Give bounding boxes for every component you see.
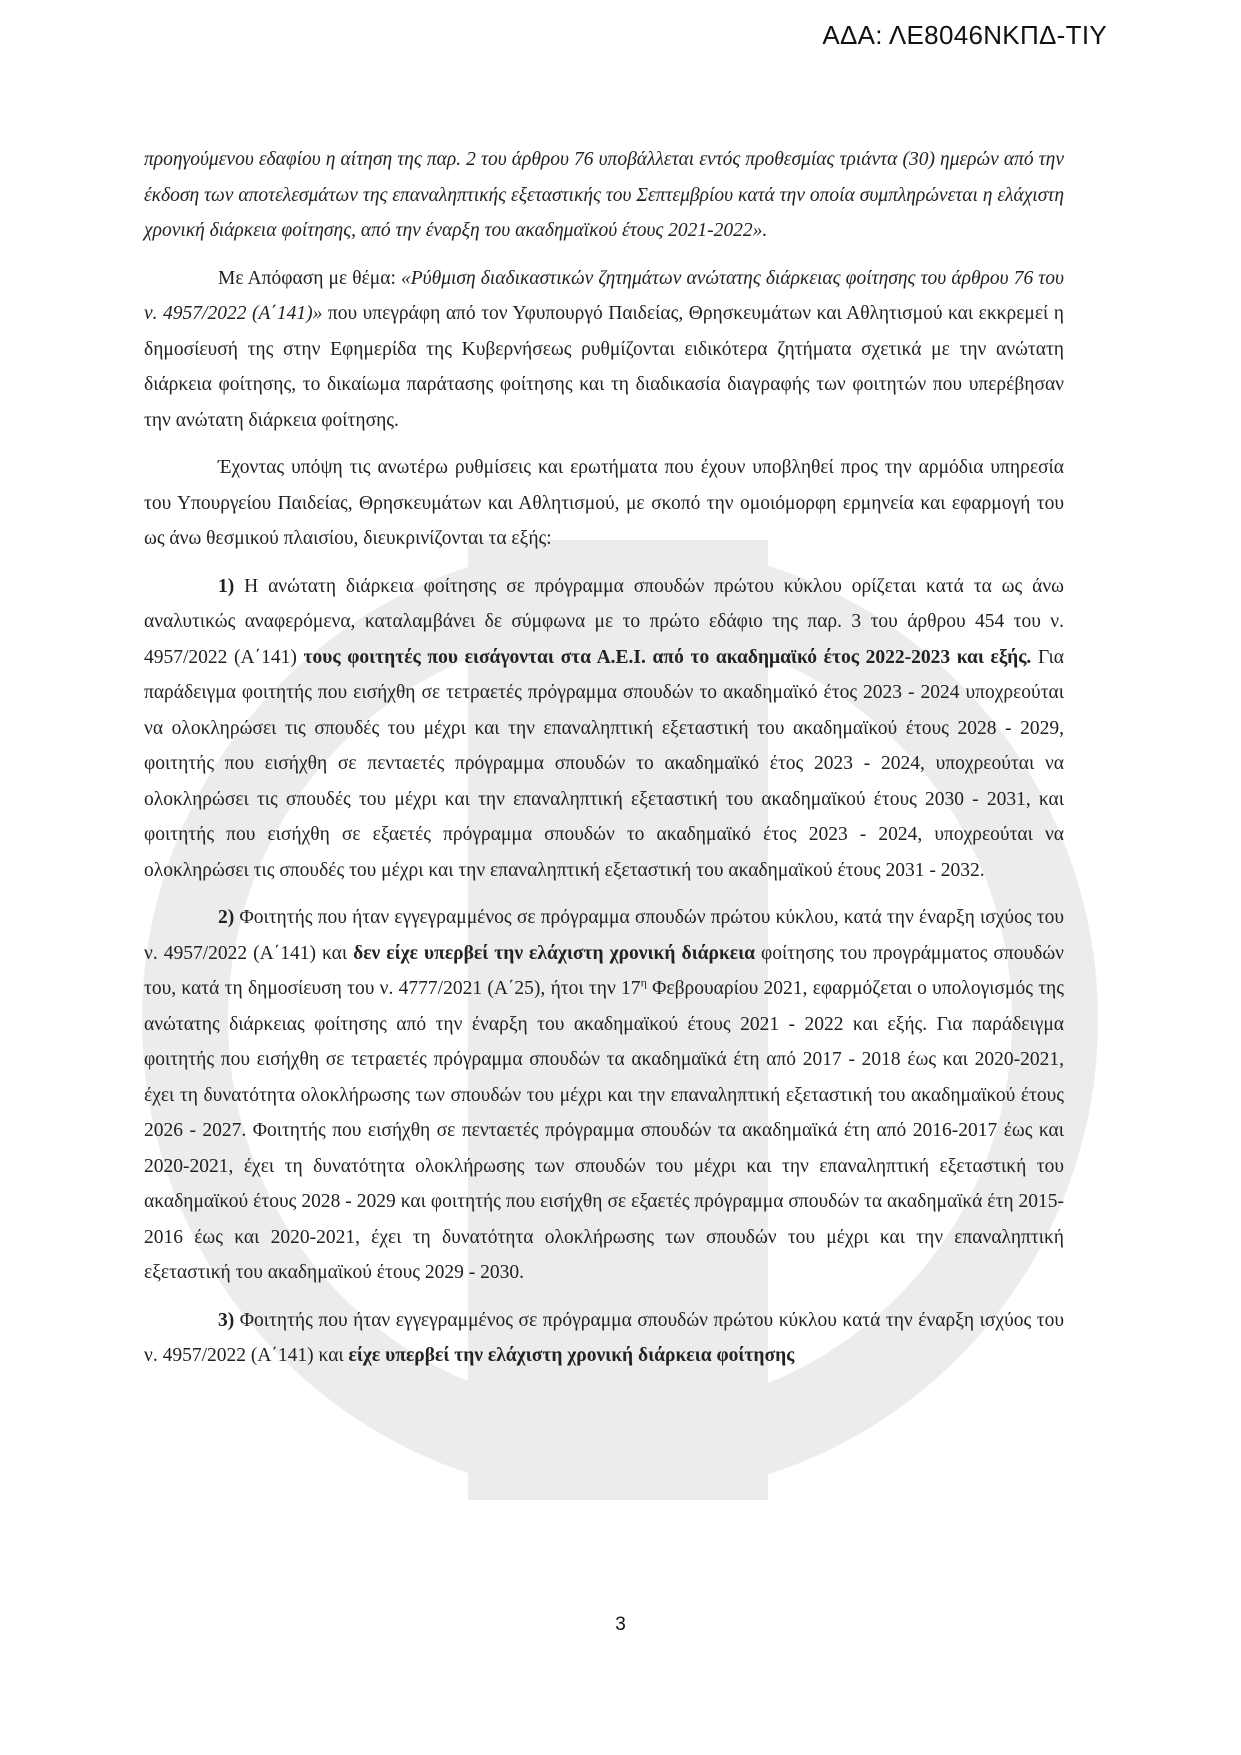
point-number: 3) (218, 1309, 235, 1331)
paragraph-point-2 (144, 900, 1064, 1291)
text-segment: που υπεγράφη από τον Υφυπουργό Παιδείας, Θρησκευμάτων και Αθλητισμού και εκκρεμεί η δημοσίευσή της στην Εφημερίδα της Κυβερνήσεως ρυθμίζονται ειδικότερα ζητήματα σχετικά με την ανώτατη διάρκεια φοίτησης, το δικαίωμα παράτασης φοίτησης και τη διαδικασία διαγραφής των φοιτητών που υπερέβησαν την ανώτατη διάρκεια φοίτησης. (144, 303, 1064, 431)
text-segment: Με Απόφαση με θέμα: (218, 267, 402, 289)
text-segment: Για παράδειγμα φοιτητής που εισήχθη σε τετραετές πρόγραμμα σπουδών το ακαδημαϊκό έτος 2023 - 2024 υποχρεούται να ολοκληρώσει τις σπουδές του μέχρι και την επαναληπτική εξεταστική του ακαδημαϊκού έτους 2028 - 2029, φοιτητής που εισήχθη σε πενταετές πρόγραμμα σπουδών το ακαδημαϊκό έτος 2023 - 2024, υποχρεούται να ολοκληρώσει τις σπουδές του μέχρι και την επαναληπτική εξεταστική του ακαδημαϊκού έτους 2030 - 2031, και φοιτητής που εισήχθη σε εξαετές πρόγραμμα σπουδών το ακαδημαϊκό έτος 2023 - 2024, υποχρεούται να ολοκληρώσει τις σπουδές του μέχρι και την επαναληπτική εξεταστική του ακαδημαϊκού έτους 2031 - 2032. (144, 646, 1064, 881)
paragraph-point-3 (144, 1303, 1064, 1374)
bold-emphasis: τους φοιτητές που εισάγονται στα Α.Ε.Ι. από το ακαδημαϊκό έτος 2022-2023 και εξής. (303, 646, 1032, 668)
document-body (144, 142, 1064, 1386)
text-segment: Φοιτητής που ήταν εγγεγραμμένος σε πρόγραμμα σπουδών πρώτου κύκλου κατά την έναρξη ισχύος του ν. 4957/2022 (Α΄141) και (144, 1309, 1064, 1366)
point-number: 2) (218, 907, 235, 928)
point-number: 1) (218, 575, 235, 597)
bold-emphasis: δεν είχε υπερβεί την ελάχιστη χρονική διάρκεια (353, 942, 756, 964)
paragraph-decision (144, 261, 1064, 439)
paragraph-point-1 (144, 569, 1064, 889)
text-segment: φοίτησης του προγράμματος σπουδών του, κατά τη δημοσίευση του ν. 4777/2021 (Α΄25), ήτοι την 17 (144, 942, 1064, 999)
decision-title-quote: «Ρύθμιση διαδικαστικών ζητημάτων ανώτατης διάρκειας φοίτησης του άρθρου 76 του ν. 4957/2022 (Α΄141)» (144, 267, 1064, 324)
text-segment: Η ανώτατη διάρκεια φοίτησης σε πρόγραμμα σπουδών πρώτου κύκλου ορίζεται κατά τα ως άνω αναλυτικώς αναφερόμενα, καταλαμβάνει δε σύμφωνα με το πρώτο εδάφιο της παρ. 3 του άρθρου 454 του ν. 4957/2022 (Α΄141) (144, 575, 1064, 668)
text-segment: Φοιτητής που ήταν εγγεγραμμένος σε πρόγραμμα σπουδών πρώτου κύκλου, κατά την έναρξη ισχύος του ν. 4957/2022 (Α΄141) και (144, 907, 1064, 964)
paragraph-clarifications-intro: Έχοντας υπόψη τις ανωτέρω ρυθμίσεις και ερωτήματα που έχουν υποβληθεί προς την αρμόδια υπηρεσία του Υπουργείου Παιδείας, Θρησκευμάτων και Αθλητισμού, με σκοπό την ομοιόμορφη ερμηνεία και εφαρμογή του ως άνω θεσμικού πλαισίου, διευκρινίζονται τα εξής: (144, 457, 1064, 549)
bold-emphasis: είχε υπερβεί την ελάχιστη χρονική διάρκεια φοίτησης (348, 1345, 795, 1366)
superscript-ordinal: η (640, 975, 647, 990)
page-number: 3 (615, 1614, 626, 1635)
text-segment: Φεβρουαρίου 2021, εφαρμόζεται ο υπολογισμός της ανώτατης διάρκειας φοίτησης από την έναρξη του ακαδημαϊκού έτους 2021 - 2022 και εξής. Για παράδειγμα φοιτητής που εισήχθη σε τετραετές πρόγραμμα σπουδών τα ακαδημαϊκά έτη από 2017 - 2018 έως και 2020-2021, έχει τη δυνατότητα ολοκλήρωσης των σπουδών του μέχρι και την επαναληπτική εξεταστική του ακαδημαϊκού έτους 2026 - 2027. Φοιτητής που εισήχθη σε πενταετές πρόγραμμα σπουδών τα ακαδημαϊκά έτη από 2016-2017 έως και 2020-2021, έχει τη δυνατότητα ολοκλήρωσης των σπουδών του μέχρι και την επαναληπτική εξεταστική του ακαδημαϊκού έτους 2028 - 2029 και φοιτητής που εισήχθη σε εξαετές πρόγραμμα σπουδών τα ακαδημαϊκά έτη 2015-2016 έως και 2020-2021, έχει τη δυνατότητα ολοκλήρωσης των σπουδών του μέχρι και την επαναληπτική εξεταστική του ακαδημαϊκού έτους 2029 - 2030. (144, 978, 1064, 1283)
ada-document-id: ΑΔΑ: ΛΕ8046ΝΚΠΔ-ΤΙΥ (822, 20, 1107, 50)
paragraph-continuation: προηγούμενου εδαφίου η αίτηση της παρ. 2 του άρθρου 76 υποβάλλεται εντός προθεσμίας τριάντα (30) ημερών από την έκδοση των αποτελεσμάτων της επαναληπτικής εξεταστικής του Σεπτεμβρίου κατά την οποία συμπληρώνεται η ελάχιστη χρονική διάρκεια φοίτησης, από την έναρξη του ακαδημαϊκού έτους 2021-2022». (144, 149, 1064, 241)
